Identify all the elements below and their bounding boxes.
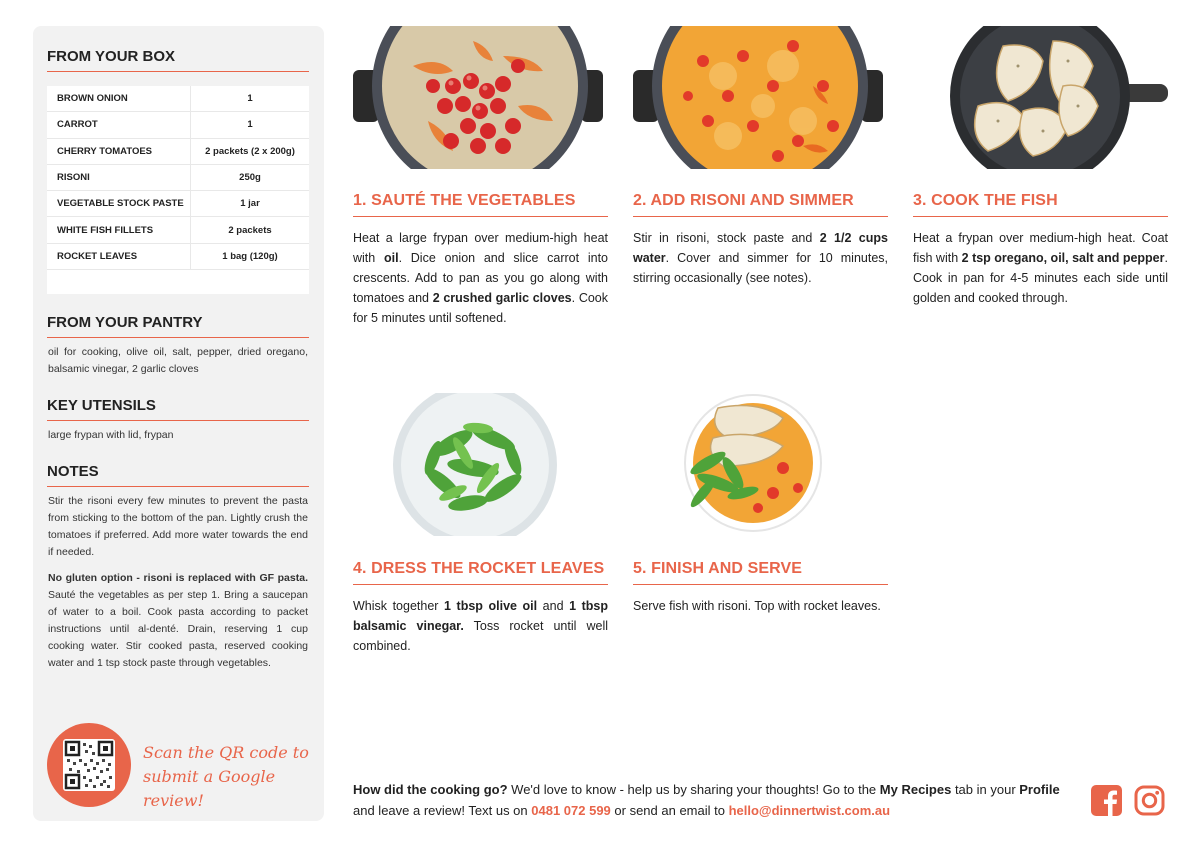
qr-caption xyxy=(143,741,313,813)
pantry-text: oil for cooking, olive oil, salt, pepper, dried oregano, balsamic vinegar, 2 garlic cloves xyxy=(48,346,308,375)
step5-photo xyxy=(633,393,888,536)
table-row xyxy=(47,112,309,138)
step1-text xyxy=(353,228,608,328)
review-footer xyxy=(353,779,1073,821)
ingredient-qty: 2 packets xyxy=(228,224,272,236)
ingredient-name: WHITE FISH FILLETS xyxy=(47,217,191,242)
step1-title: 1. SAUTÉ THE VEGETABLES xyxy=(353,192,608,217)
step1-text-b: . Dice onion and slice carrot into crescents. Add to pan as you go along with tomatoes and xyxy=(353,251,608,305)
utensils-title: KEY UTENSILS xyxy=(47,397,309,421)
notes-text: Stir the risoni every few minutes to prevent the pasta from sticking to the bottom of the pan. Lightly crush the tomatoes if preferred. Add more water towards the end if needed. xyxy=(48,495,308,558)
step2-text-b: . Cover and simmer for 10 minutes, stirring occasionally (see notes). xyxy=(633,251,888,285)
step4-text-a: Whisk together xyxy=(353,599,445,613)
footer-text-3: and leave a review! Text us on xyxy=(353,803,532,818)
gf-note-text: Sauté the vegetables as per step 1. Bring a saucepan of water to a boil. Cook pasta according to packet instructions until al-denté. Drain, reserving 1 cup cooking water. Stir cooked pasta, reserved cooking water and 1 tsp stock paste through vegetables. xyxy=(48,589,308,669)
step3-text-b: . Cook in pan for 4-5 minutes each side until golden and cooked through. xyxy=(913,251,1168,305)
footer-text-2: tab in your xyxy=(951,782,1020,797)
facebook-icon[interactable] xyxy=(1091,785,1122,816)
ingredient-qty: 1 xyxy=(247,93,253,105)
box-title: FROM YOUR BOX xyxy=(47,48,309,72)
step2-text xyxy=(633,228,888,288)
table-row xyxy=(47,191,309,217)
utensils-text: large frypan with lid, frypan xyxy=(48,429,174,441)
step2-photo xyxy=(633,26,888,169)
ingredient-name: VEGETABLE STOCK PASTE xyxy=(47,191,191,216)
step2-text-a: Stir in risoni, stock paste and xyxy=(633,231,820,245)
table-row xyxy=(47,165,309,191)
phone-link[interactable]: 0481 072 599 xyxy=(531,803,611,818)
email-link[interactable]: hello@dinnertwist.com.au xyxy=(728,803,891,818)
table-row xyxy=(47,86,309,112)
step4-title: 4. DRESS THE ROCKET LEAVES xyxy=(353,560,608,585)
step4-text xyxy=(353,596,608,656)
ingredient-qty: 250g xyxy=(239,172,261,184)
step5-title: 5. FINISH AND SERVE xyxy=(633,560,888,585)
ingredient-qty: 2 packets (2 x 200g) xyxy=(205,145,295,157)
gf-note xyxy=(48,570,308,672)
pantry-title: FROM YOUR PANTRY xyxy=(47,314,309,338)
qr-caption-line1: Scan the QR code to xyxy=(143,743,309,762)
step4-bold-b: 1 tbsp balsamic vinegar. xyxy=(353,599,609,633)
table-row xyxy=(47,217,309,243)
step4-text-b: and xyxy=(537,599,570,613)
footer-text-1: We'd love to know - help us by sharing your thoughts! Go to the xyxy=(507,782,880,797)
step4-bold-a: 1 tbsp olive oil xyxy=(444,599,538,613)
ingredient-name: CHERRY TOMATOES xyxy=(47,139,191,164)
step1-text-a: Heat a large frypan over medium-high heat with xyxy=(353,231,608,265)
step2-title: 2. ADD RISONI AND SIMMER xyxy=(633,192,888,217)
table-row xyxy=(47,244,309,270)
step4-photo xyxy=(353,393,608,536)
step2-bold-a: 2 1/2 cups water xyxy=(633,231,888,265)
notes-title: NOTES xyxy=(47,463,309,487)
ingredient-name: RISONI xyxy=(47,165,191,190)
step1-bold-b: 2 crushed garlic cloves xyxy=(432,291,572,305)
qr-caption-line2: submit a Google review! xyxy=(143,767,276,810)
ingredient-qty: 1 xyxy=(247,119,253,131)
step1-bold-a: oil xyxy=(383,251,399,265)
table-row xyxy=(47,139,309,165)
profile-link[interactable]: Profile xyxy=(1019,782,1060,797)
step3-text-a: Heat a frypan over medium-high heat. Coat fish with xyxy=(913,231,1168,265)
footer-question: How did the cooking go? xyxy=(353,782,508,797)
footer-text-4: or send an email to xyxy=(610,803,729,818)
step3-bold-a: 2 tsp oregano, oil, salt and pepper xyxy=(961,251,1165,265)
ingredient-name: BROWN ONION xyxy=(47,86,191,111)
ingredient-qty: 1 jar xyxy=(240,198,260,210)
gf-note-bold: No gluten option - risoni is replaced with GF pasta. xyxy=(48,572,308,584)
step4-text-c: Toss rocket until well combined. xyxy=(353,619,608,653)
ingredient-name: CARROT xyxy=(47,112,191,137)
step5-text xyxy=(633,596,888,616)
ingredient-qty: 1 bag (120g) xyxy=(222,250,278,262)
instagram-icon[interactable] xyxy=(1134,785,1165,816)
step3-title: 3. COOK THE FISH xyxy=(913,192,1168,217)
step5-text-a: Serve fish with risoni. Top with rocket leaves. xyxy=(633,599,881,613)
ingredient-name: ROCKET LEAVES xyxy=(47,244,191,269)
step1-text-c: . Cook for 5 minutes until softened. xyxy=(353,291,608,325)
qr-code-icon[interactable] xyxy=(63,739,115,791)
step1-photo xyxy=(353,26,608,169)
step3-text xyxy=(913,228,1168,308)
my-recipes-link[interactable]: My Recipes xyxy=(879,782,952,797)
ingredients-sidebar xyxy=(33,26,324,821)
box-ingredients-table xyxy=(47,86,309,294)
qr-badge xyxy=(47,723,131,807)
step3-photo xyxy=(913,26,1168,169)
